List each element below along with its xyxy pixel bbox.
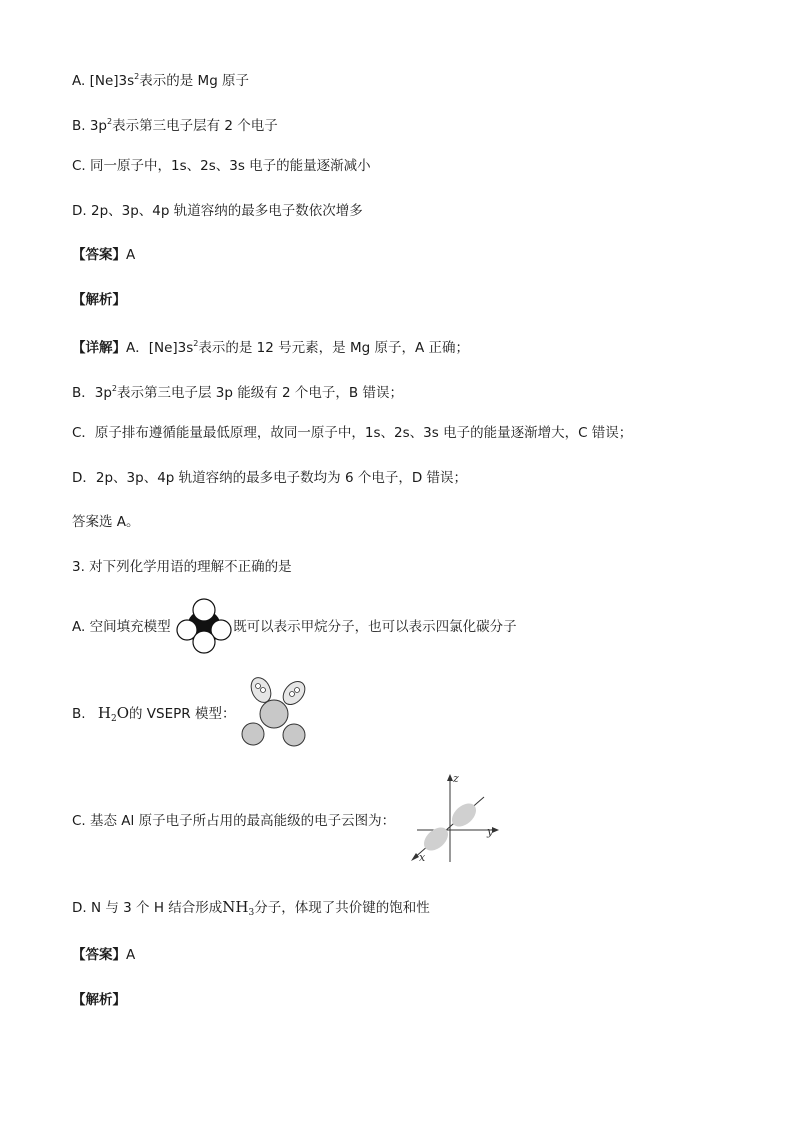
q2-conclusion: 答案选 A。 (72, 514, 140, 530)
q3-option-a: A. 空间填充模型 既可以表示甲烷分子，也可以表示四氯化碳分子 (72, 619, 517, 635)
q2-detail-b: B．$3p^2$表示第三电子层 3p 能级有 2 个电子，B 错误； (72, 384, 403, 401)
q3-stem: 3. 对下列化学用语的理解不正确的是 (72, 559, 292, 575)
y-axis-label: y (487, 825, 494, 838)
q3-option-d: D. N 与 3 个 H 结合形成$NH_3$分子，体现了共价键的饱和性 (72, 898, 430, 918)
q2-answer: 【答案】A (72, 247, 136, 263)
answer-tag: 【答案】 (72, 247, 126, 263)
q2-option-d: D. 2p、3p、4p 轨道容纳的最多电子数依次增多 (72, 203, 363, 219)
water-vsepr-model-icon (238, 677, 314, 749)
q3-option-c: C. 基态 Al 原子电子所占用的最高能级的电子云图为： (72, 813, 396, 829)
q3-option-b: B. $H_2O$的 VSEPR 模型： (72, 704, 236, 724)
z-axis-label: z (453, 772, 459, 785)
q2-option-c: C. 同一原子中，1s、2s、3s 电子的能量逐渐减小 (72, 158, 371, 174)
q2-detail-a: 【详解】A．$[Ne]3s^2$表示的是 12 号元素，是 Mg 原子，A 正确； (72, 339, 469, 356)
q2-option-b: B. $3p^2$表示第三电子层有 2 个电子 (72, 117, 278, 134)
q3-analysis-heading: 【解析】 (72, 992, 126, 1008)
p-orbital-electron-cloud-icon (405, 771, 501, 865)
answer-tag: 【答案】 (72, 947, 126, 963)
methane-space-filling-model-icon (176, 597, 232, 655)
q3-answer: 【答案】A (72, 947, 136, 963)
q2-option-a: A. $[Ne]3s^2$表示的是 Mg 原子 (72, 72, 250, 89)
q2-detail-c: C．原子排布遵循能量最低原理，故同一原子中，1s、2s、3s 电子的能量逐渐增大，C 错误； (72, 425, 633, 441)
x-axis-label: x (419, 851, 426, 864)
q2-detail-d: D．2p、3p、4p 轨道容纳的最多电子数均为 6 个电子，D 错误； (72, 470, 468, 486)
q2-analysis-heading: 【解析】 (72, 292, 126, 308)
